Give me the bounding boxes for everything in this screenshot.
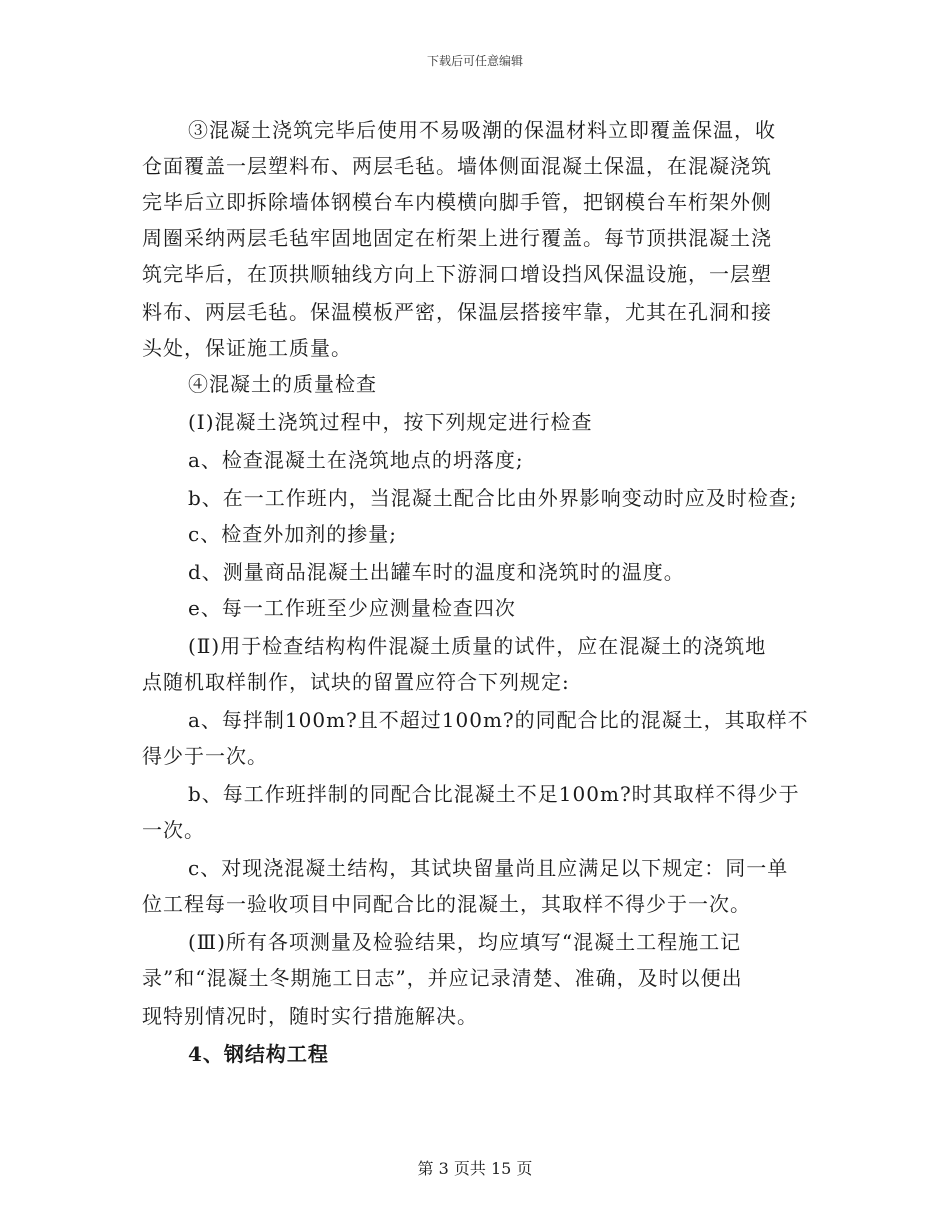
list-item: a、每拌制100m?且不超过100m?的同配合比的混凝土，其取样不 xyxy=(188,708,809,732)
text-line: 完毕后立即拆除墙体钢模台车内模横向脚手管，把钢模台车桁架外侧 xyxy=(142,190,772,214)
text-line: 料布、两层毛毡。保温模板严密，保温层搭接牢靠，尤其在孔洞和接 xyxy=(142,300,772,324)
text-line: ③混凝土浇筑完毕后使用不易吸潮的保温材料立即覆盖保温，收 xyxy=(188,118,776,142)
section-heading: 4、钢结构工程 xyxy=(188,1042,329,1066)
page-footer: 第 3 页共 15 页 xyxy=(417,1159,533,1178)
text-line: 周圈采纳两层毛毡牢固地固定在桁架上进行覆盖。每节顶拱混凝土浇 xyxy=(142,226,772,250)
text-line: (Ⅲ)所有各项测量及检验结果，均应填写“混凝土工程施工记 xyxy=(188,930,742,954)
page-header: 下载后可任意编辑 xyxy=(426,54,523,68)
list-item: c、检查外加剂的掺量; xyxy=(188,522,397,546)
list-item: b、在一工作班内，当混凝土配合比由外界影响变动时应及时检查; xyxy=(188,486,798,510)
section-heading: ④混凝土的质量检查 xyxy=(188,372,377,396)
list-item: c、对现浇混凝土结构，其试块留量尚且应满足以下规定：同一单 xyxy=(188,856,789,880)
text-line: (Ⅱ)用于检查结构构件混凝土质量的试件，应在混凝土的浇筑地 xyxy=(188,634,767,658)
text-line: 录”和“混凝土冬期施工日志”，并应记录清楚、准确，及时以便出 xyxy=(142,966,743,990)
list-item: b、每工作班拌制的同配合比混凝土不足100m?时其取样不得少于 xyxy=(188,782,800,806)
text-line: 现特别情况时，随时实行措施解决。 xyxy=(142,1004,478,1028)
text-line: 仓面覆盖一层塑料布、两层毛毡。墙体侧面混凝土保温，在混凝浇筑 xyxy=(142,154,772,178)
text-line: 筑完毕后，在顶拱顺轴线方向上下游洞口增设挡风保温设施，一层塑 xyxy=(142,262,772,286)
list-item: d、测量商品混凝土出罐车时的温度和浇筑时的温度。 xyxy=(188,560,685,584)
text-line: 得少于一次。 xyxy=(142,744,268,768)
text-line: (Ⅰ)混凝土浇筑过程中，按下列规定进行检查 xyxy=(188,410,593,434)
text-line: 点随机取样制作，试块的留置应符合下列规定: xyxy=(142,670,570,694)
text-line: 位工程每一验收项目中同配合比的混凝土，其取样不得少于一次。 xyxy=(142,892,751,916)
list-item: e、每一工作班至少应测量检查四次 xyxy=(188,596,516,620)
list-item: a、检查混凝土在浇筑地点的坍落度; xyxy=(188,448,524,472)
text-line: 一次。 xyxy=(142,818,205,842)
text-line: 头处，保证施工质量。 xyxy=(142,336,352,360)
